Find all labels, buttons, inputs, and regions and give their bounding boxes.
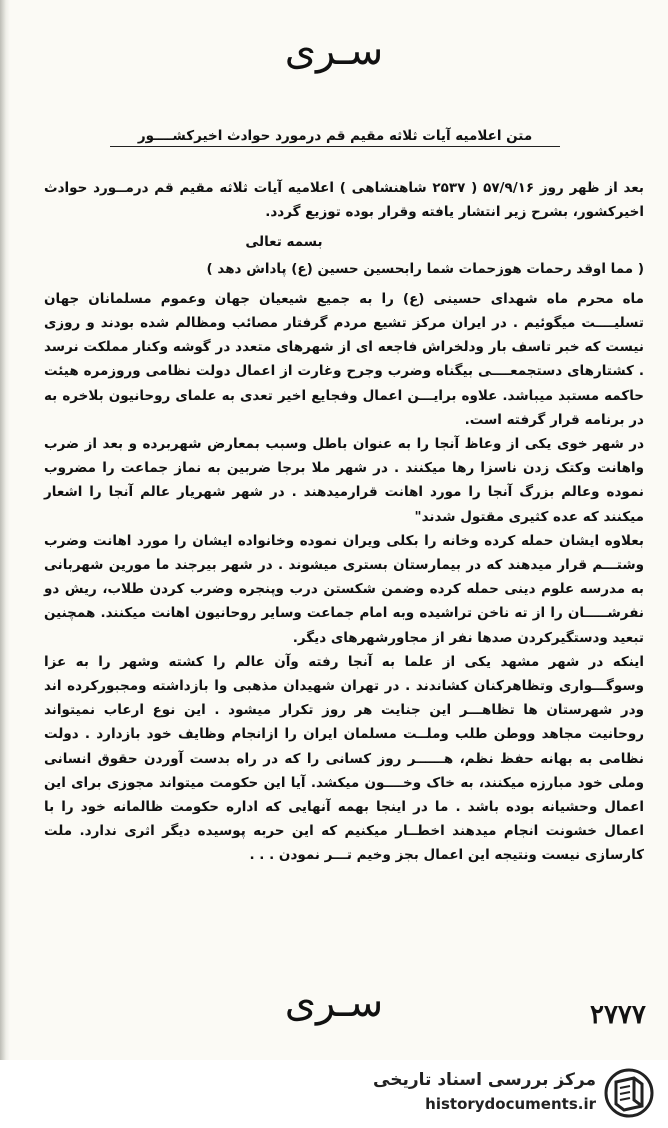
- footer-title: مرکز بررسی اسناد تاریخی: [373, 1070, 596, 1090]
- classification-stamp-bottom: سـری: [284, 980, 384, 1026]
- classification-stamp-top: سـری: [284, 28, 384, 74]
- quote-reference: ( مما اوقد رحمات هوزحمات شما رابحسین حسین (ع) پاداش دهد ): [206, 260, 644, 277]
- document-heading: متن اعلامیه آیات ثلاثه مقیم قم درمورد حوادث اخیرکشــــور: [110, 128, 560, 147]
- body-paragraph: بعلاوه ایشان حمله کرده وخانه را بکلی ویران نموده وخانواده ایشان را مورد اهانت وضرب وشتـــم قرار میدهند که در بیمارستان بستری میشوند . در شهر بیرجند ما مورین شهربانی به مدرسه علوم دینی حمله کرده وضمن شکستن درب وپنجره وضرب کردن طلاب، ریش دو نفرشـــــان را از ته ناخن تراشیده وبه امام جماعت وسایر روحانیون اهانت میکنند. همچنین تبعید ودستگیرکردن صدها نفر از مجاورشهرهای دیگر.: [44, 532, 644, 646]
- page-number: ۲۷۷۷: [590, 1000, 646, 1030]
- body-paragraph: ماه محرم ماه شهدای حسینی (ع) را به جمیع شیعیان جهان وعموم مسلمانان جهان تسلیــــت میگوئیم . در ایران مرکز تشیع مردم گرفتار مصائب ومظالم شده بودند و روزی نیست که خبر تاسف بار ودلخراش فاجعه ای از شهرهای متعدد در گوشه وکنار مملکت نرسد . کشتارهای دستجمعــــی بیگناه وضرب وجرح وغارت از اعمال دولت نظامی وروزمره هیئت حاکمه مستبد میباشد. علاوه برایـــن اعمال وفجایع اخیر تعدی به علمای روحانیون بلاخره به در برنامه قرار گرفته است.: [44, 290, 644, 428]
- footer-url[interactable]: historydocuments.ir: [425, 1095, 596, 1113]
- intro-paragraph: بعد از ظهر روز ۵۷/۹/۱۶ ( ۲۵۳۷ شاهنشاهی ) اعلامیه آیات ثلاثه مقیم قم درمــورد حوادث اخیرکشور، بشرح زیر انتشار یافته وقرار بوده توزیع گردد.: [44, 180, 644, 221]
- footer-watermark: [0, 1060, 668, 1128]
- page-scan-edge: [0, 0, 10, 1060]
- book-logo-icon: [604, 1068, 654, 1118]
- document-body: [44, 176, 644, 868]
- bismillah-line: بسمه تعالی: [245, 234, 323, 251]
- body-paragraph: اینکه در شهر مشهد یکی از علما به آنجا رفته وآن عالم را کشته وشهر را به عزا وسوگـــواری وتظاهرکنان کشاندند . در تهران شهیدان مذهبی وا بازداشته ومجبورکرده اند ودر شهرستان ها تظاهـــر این جنایت هر روز تکرار میشود . این نوع ارعاب نمیتواند روحانیت مجاهد ووطن طلب وملــت مسلمان ایران را ازانجام وظایف خود بازدارد . دولت نظامی به بهانه حفظ نظم، هــــــر روز کسانی را که در راه بدست آوردن حقوق انسانی وملی خود مبارزه میکنند، به خاک وخــــون میکشد. آیا این حکومت میتواند مجوزی برای این اعمال وحشیانه بوده باشد . ما در اینجا بهمه آنهایی که اداره حکومت ظالمانه خود را با اعمال خشونت انجام میدهند اخطــار میکنیم که این حربه پوسیده دیگر اثری ندارد. ملت کارسازی نیست ونتیجه این اعمال بجز وخیم تـــر نمودن . . .: [44, 653, 644, 864]
- body-paragraph: در شهر خوی یکی از وعاظ آنجا را به عنوان باطل وسبب بمعارض شهربرده و بعد از ضرب واهانت وکتک زدن ناسزا رها میکنند . در شهر ملا برجا ضربین به نماز جماعت را مضروب نموده وعالم بزرگ آنجا را مورد اهانت قرارمیدهند . در شهر شهریار عالم آنجا را اشعار میکنند که عده کثیری مقتول شدند": [44, 436, 644, 525]
